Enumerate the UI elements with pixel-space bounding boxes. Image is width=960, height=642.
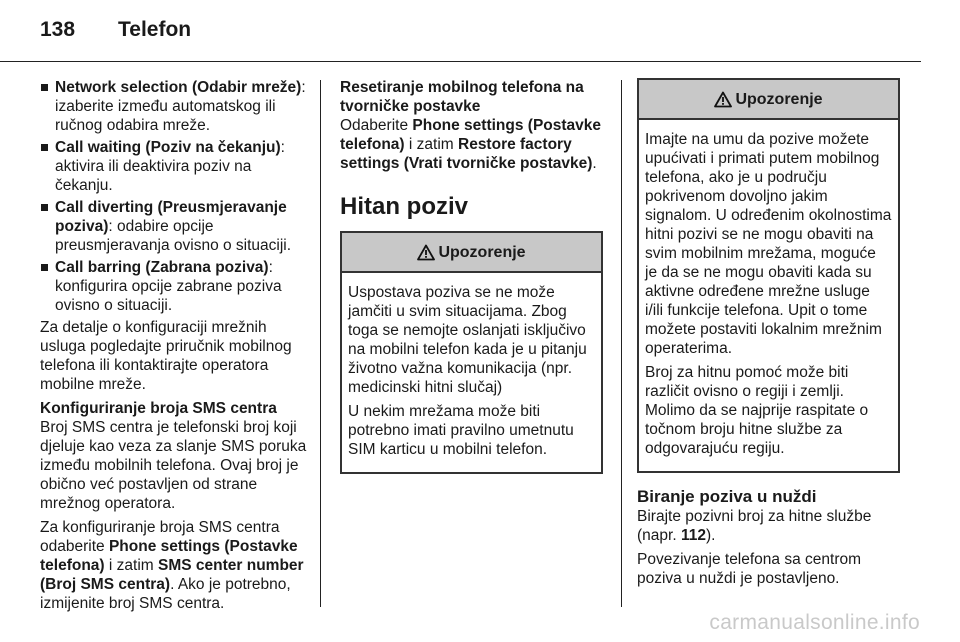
- page-title: Telefon: [118, 18, 192, 41]
- watermark-text: carmanualsonline.info: [709, 611, 920, 634]
- warning-triangle-icon: [417, 244, 435, 261]
- column-right: [637, 78, 900, 593]
- bullet-sep: :: [108, 218, 113, 235]
- column-middle: [340, 78, 603, 474]
- warning-text: Uspostava poziva se ne može jamčiti u svim situacijama. Zbog toga se nemojte oslanjati isključivo na mobilni telefon kada je u pitanju životno važna komunikacija (npr. medicinski hitni slučaj): [348, 284, 587, 396]
- warning-body: [342, 273, 601, 472]
- bullet-square-icon: [41, 264, 48, 271]
- warning-triangle-icon: [714, 91, 732, 108]
- column-divider: [621, 80, 622, 607]
- bullet-desc: odabire opcije preusmjeravanja ovisno o situaciji.: [55, 218, 292, 254]
- connect-paragraph: Povezivanje telefona sa centrom poziva u nuždi je postavljeno.: [637, 551, 862, 587]
- page-number: 138: [40, 18, 76, 41]
- page-header: [40, 18, 191, 42]
- warning-body: [639, 120, 898, 471]
- warning-title: Upozorenje: [438, 243, 526, 261]
- bullet-square-icon: [41, 84, 48, 91]
- bullet-square-icon: [41, 204, 48, 211]
- bullet-desc: izaberite između automatskog ili ručnog odabira mreže.: [55, 98, 276, 134]
- emergency-subheading: Biranje poziva u nuždi: [637, 487, 817, 506]
- reset-paragraph: Odaberite Phone settings (Postavke telefona) i zatim Restore factory settings (Vrati tvorničke postavke).: [340, 117, 602, 172]
- warning-box: [637, 78, 900, 473]
- list-item: [40, 258, 308, 315]
- column-left: [40, 78, 308, 618]
- bullet-sep: :: [280, 139, 285, 156]
- sms-paragraph-1: Broj SMS centra je telefonski broj koji djeluje kao veza za slanje SMS poruka između mobilnih telefona. Ovaj broj je obično već postavljen od strane mrežnog operatora.: [40, 419, 307, 512]
- settings-bullet-list: [40, 78, 308, 315]
- list-item: [40, 198, 308, 255]
- details-paragraph: Za detalje o konfiguraciji mrežnih usluga pogledajte priručnik mobilnog telefona ili kontaktirajte operatora mobilne mreže.: [40, 319, 292, 393]
- bullet-term: Call barring (Zabrana poziva): [55, 259, 269, 276]
- header-rule: [0, 61, 921, 62]
- bullet-sep: :: [301, 79, 306, 96]
- warning-text: U nekim mrežama može biti potrebno imati pravilno umetnutu SIM karticu u mobilni telefon.: [348, 403, 574, 458]
- bullet-desc: konfigurira opcije zabrane poziva ovisno o situaciji.: [55, 278, 282, 314]
- bullet-term: Call waiting (Poziv na čekanju): [55, 139, 281, 156]
- warning-header: [639, 80, 898, 120]
- section-heading: Hitan poziv: [340, 193, 469, 220]
- warning-text: Imajte na umu da pozive možete upućivati i primati putem mobilnog telefona, ako je u području pokrivenom dovoljno jakim signalom. U određenim okolnostima hitni pozivi se ne mogu obaviti na svim mobilnim mrežama, moguće je da se ne mogu obaviti kada su aktivne određene mrežne usluge i/ili funkcije telefona. Upit o tome možete postaviti lokalnim mrežnim operaterima.: [645, 131, 892, 357]
- warning-text: Broj za hitnu pomoć može biti različit ovisno o regiji i zemlji. Molimo da se najprije raspitate o točnom broju hitne službe za odgovarajuću regiju.: [645, 364, 869, 457]
- column-divider: [320, 80, 321, 607]
- bullet-square-icon: [41, 144, 48, 151]
- bullet-term: Network selection (Odabir mreže): [55, 79, 302, 96]
- reset-heading: Resetiranje mobilnog telefona na tvorničke postavke: [340, 79, 584, 115]
- warning-title: Upozorenje: [735, 90, 823, 108]
- warning-header: [342, 233, 601, 273]
- list-item: [40, 78, 308, 135]
- warning-box: [340, 231, 603, 474]
- bullet-term: Call diverting (Preusmjeravanje poziva): [55, 199, 287, 235]
- dial-paragraph: Birajte pozivni broj za hitne službe (napr. 112).: [637, 508, 872, 544]
- bullet-desc: aktivira ili deaktivira poziv na čekanju.: [55, 158, 252, 194]
- sms-heading: Konfiguriranje broja SMS centra: [40, 400, 277, 417]
- list-item: [40, 138, 308, 195]
- bullet-sep: :: [268, 259, 273, 276]
- sms-paragraph-2: Za konfiguriranje broja SMS centra odaberite Phone settings (Postavke telefona) i zatim SMS center number (Broj SMS centra). Ako je potrebno, izmijenite broj SMS centra.: [40, 519, 304, 612]
